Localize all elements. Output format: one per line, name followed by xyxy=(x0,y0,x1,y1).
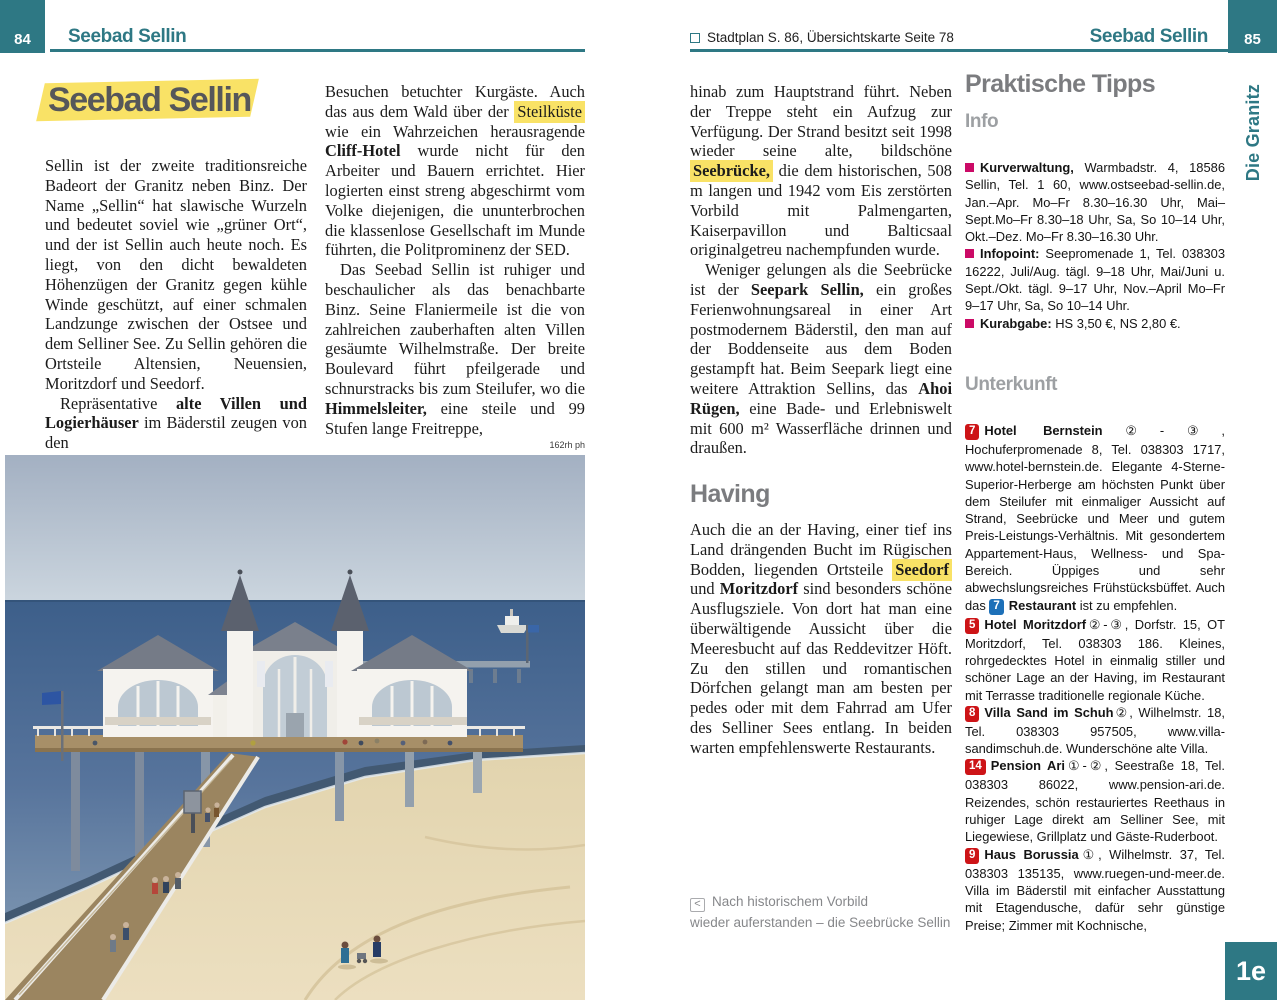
text-run: Warmbadstr. 4, 18586 Sellin, Tel. 1 60, www.ostseebad-sellin.de, Jan.–Apr. Mo–Fr 8.30–16.30 Uhr, Mai–Sept.Mo–Fr 8.30–18 Uhr, Sa, So 10–14 Uhr, Okt.–Dez. Mo–Fr 8.30–16.30 Uhr. xyxy=(965,160,1225,245)
text-run: sind besonders schöne Ausflugsziele. Von dort hat man eine überwältigende Aussicht über die Meeresbucht auf das Reddevitzer Höft. Zu den stillen und romantischen Dörfchen gelangt man am besten per pedes oder mit dem Fahrrad am Ufer des Selliner Sees entlang. In beiden warten empfehlenswerte Restaurants. xyxy=(690,579,952,757)
header-note xyxy=(690,30,954,45)
body-column-2 xyxy=(325,82,585,438)
text-run: Kurverwaltung, xyxy=(980,160,1074,175)
text-run: hinab zum Hauptstrand führt. Neben der Treppe steht ein Aufzug zur Verfügung. Der Strand besitzt seit 1998 wieder seine alte, bildschöne xyxy=(690,82,952,161)
listing-number-badge: 8 xyxy=(965,706,979,722)
text-run: Hotel Bernstein xyxy=(984,422,1103,438)
text-run: ①, Wilhelmstr. 37, Tel. 038303 135135, www.ruegen-und-meer.de. Villa im Bäderstil mit einfacher Ausstattung mit Etagendusche, dafür sehr günstige Preise; Zimmer mit Kochnische, xyxy=(965,846,1225,933)
paragraph xyxy=(690,520,952,758)
text-run: eine Bade- und Erlebniswelt mit 600 m² Wasserfläche drinnen und draußen. xyxy=(690,398,952,458)
text-run: Pension Ari xyxy=(990,758,1065,774)
chapter-side-tab: Die Granitz xyxy=(1243,84,1263,182)
text-run: Hotel Moritzdorf xyxy=(984,616,1087,632)
body-column-3 xyxy=(690,82,952,758)
hotel-entries xyxy=(965,422,1225,934)
paragraph xyxy=(965,616,1225,704)
text-run: Seebrücke, xyxy=(690,160,773,182)
map-grid-badge: 1e xyxy=(1225,942,1277,1000)
seebruecke-sellin-photo xyxy=(5,455,585,1000)
bullet-square-icon xyxy=(965,319,974,328)
text-run: alte Villen und Logierhäuser xyxy=(45,393,307,433)
text-run: im Bäderstil zeugen von den xyxy=(45,413,307,453)
page-number-label: 85 xyxy=(1244,31,1261,48)
text-run: wurde nicht für den Arbeiter und Bauern errichtet. Hier logierten einst streng abgeschirmt vom Volke diejenigen, die ununterbrochen die klassenlose Gesellschaft im Munde führten, die Politprominenz der SED. xyxy=(325,141,585,260)
page-number-right xyxy=(1228,0,1277,53)
paragraph xyxy=(325,260,585,438)
having-heading: Having xyxy=(690,480,770,509)
paragraph xyxy=(965,422,1225,616)
running-head-left: Seebad Sellin xyxy=(68,26,187,47)
text-run: Restaurant xyxy=(1008,597,1077,613)
paragraph xyxy=(965,245,1225,314)
text-run: Cliff-Hotel xyxy=(325,141,401,161)
listing-number-badge: 7 xyxy=(965,424,979,440)
tips-heading: Praktische Tipps xyxy=(965,70,1156,98)
info-entries xyxy=(965,159,1225,332)
page-title-text: Seebad Sellin xyxy=(48,81,251,119)
text-run: ①-②, Seestraße 18, Tel. 038303 86022, www.pension-ari.de. Reizendes, schön restauriertes Reethaus in ruhiger Lage direkt am Selliner See, mit Liegewiese, Grillplatz und Gäste-Ruderboot. xyxy=(965,758,1225,845)
listing-number-badge: 9 xyxy=(965,848,979,864)
photo-caption xyxy=(690,891,970,933)
text-run: ein großes Ferienwohnungsareal in einer Art postmodernem Bäderstil, den man auf der Boddenseite aus dem Boden gestampft hat. Beim Seepark liegt eine weitere Attraktion Sellins, das xyxy=(690,279,952,398)
paragraph xyxy=(965,315,1225,332)
paragraph xyxy=(965,846,1225,934)
text-run: Villa Sand im Schuh xyxy=(984,704,1114,720)
text-run: eine steile und 99 Stufen lange Freitreppe, xyxy=(325,398,585,438)
paragraph xyxy=(325,82,585,260)
text-run: Sellin ist der zweite traditionsreiche Badeort der Granitz neben Binz. Der Name „Sellin“ hat slawische Wurzeln und bedeutet soviel wie „grüner Ort“, und der ist Sellin auch heute noch. Es liegt, von den dicht bewaldeten Höhenzügen der Granitz gegen kühle Winde geschützt, auf einer schmalen Landzunge zwischen der Ostsee und dem Selliner See. Zu Sellin gehören die Ortsteile Altensien, Neuensien, Moritzdorf und Seedorf. xyxy=(45,156,307,393)
bullet-square-icon xyxy=(965,249,974,258)
listing-number-badge: 5 xyxy=(965,618,979,634)
text-run: Infopoint: xyxy=(980,246,1040,262)
text-run: Seepark Sellin, xyxy=(750,279,864,299)
paragraph xyxy=(965,757,1225,845)
text-run: Seedorf xyxy=(892,559,952,581)
map-plan-icon xyxy=(690,33,700,43)
caption-line-2: wieder auferstanden – die Seebrücke Sellin xyxy=(690,915,951,930)
listing-number-badge: 14 xyxy=(965,759,986,775)
paragraph xyxy=(965,704,1225,758)
text-run: Auch die an der Having, einer tief ins Land drängenden Bucht im Rügischen Bodden, liegenden Ortsteile xyxy=(690,519,952,579)
text-run: Ahoi Rügen, xyxy=(690,378,952,418)
photo-illustration xyxy=(5,455,585,1000)
header-rule-right xyxy=(690,49,1228,52)
running-head-right: Seebad Sellin xyxy=(1089,26,1208,47)
text-run: die dem historischen, 508 m langen und 1942 vom Eis zerstörten Vorbild mit Palmengarten, Kaiserpavillon und Balticsaal originalgetreu nachempfunden wurde. xyxy=(690,161,952,260)
body-column-1 xyxy=(45,156,307,453)
paragraph xyxy=(45,394,307,453)
listing-number-badge: 7 xyxy=(989,599,1003,615)
text-run: Seepromenade 1, Tel. 038303 16222, Juli/Aug. tägl. 9–18 Uhr, Mai/Juni u. Sept./Okt. tägl. 9–17 Uhr, Nov.–April Mo–Fr 9–17 Uhr, Sa, So 10–14 Uhr. xyxy=(965,246,1225,314)
paragraph xyxy=(690,82,952,260)
bullet-square-icon xyxy=(965,163,974,172)
photo-pointer-icon: < xyxy=(690,898,705,912)
unterkunft-heading: Unterkunft xyxy=(965,373,1058,395)
text-run: Das Seebad Sellin ist ruhiger und beschaulicher als das benachbarte Binz. Seine Flaniermeile ist die von zahlreichen zauberhaften alten Villen gesäumte Wilhelmstraße. Der breite Boulevard führt pfeilgerade und schnurstracks bis zum Steilufer, wo die xyxy=(325,260,585,398)
text-run: HS 3,50 €, NS 2,80 €. xyxy=(1051,315,1181,331)
text-run: Moritzdorf xyxy=(719,579,799,599)
page-number-label: 84 xyxy=(14,31,31,48)
photo-credit: 162rh ph xyxy=(549,440,585,450)
text-run: Weniger gelungen als die Seebrücke ist der xyxy=(690,260,952,299)
page-number-left xyxy=(0,0,45,53)
text-run: ist zu empfehlen. xyxy=(1076,597,1178,613)
text-run: Besuchen betuchter Kurgäste. Auch das aus dem Wald über der xyxy=(325,82,585,121)
text-run: und xyxy=(690,579,720,599)
text-run: Kurabgabe: xyxy=(980,315,1052,331)
text-run: Steilküste xyxy=(514,101,585,123)
text-run: ②-③, Dorfstr. 15, OT Moritzdorf, Tel. 038303 186. Kleines, rohrgedecktes Hotel in einmalig stiller und schöner Lage an der Having, im Restaurant mit Terrasse traditionelle regionale Küche. xyxy=(965,616,1225,703)
text-run: ②, Wilhelmstr. 18, Tel. 038303 957505, www.villa-sandimschuh.de. Wunderschöne alte Villa. xyxy=(965,704,1225,757)
paragraph xyxy=(690,260,952,458)
paragraph xyxy=(965,159,1225,245)
info-heading: Info xyxy=(965,111,999,132)
text-run: Repräsentative xyxy=(60,393,176,413)
header-note-text: Stadtplan S. 86, Übersichtskarte Seite 78 xyxy=(707,30,954,45)
text-run: Himmelsleiter, xyxy=(325,398,427,418)
text-run: wie ein Wahrzeichen herausragende xyxy=(325,121,585,141)
having-paragraphs xyxy=(690,520,952,758)
practical-tips-column xyxy=(965,70,1225,934)
caption-line-1 xyxy=(690,891,970,912)
text-run: Haus Borussia xyxy=(984,846,1079,862)
caption-text: Nach historischem Vorbild xyxy=(712,894,869,909)
page-title xyxy=(48,80,278,122)
text-run: ②-③, Hochuferpromenade 8, Tel. 038303 1717, www.hotel-bernstein.de. Elegante 4-Sterne-Superior-Herberge am höchsten Punkt über dem Steilufer mit einmaliger Aussicht auf Strand, Seebrücke und Meer und gutem Preis-Leistungs-Verhältnis. Mit gesondertem Appartement-Haus, Wellness- und Spa-Bereich. Üppiges und sehr abwechslungsreiches Frühstücksbüffet. Auch das xyxy=(965,422,1225,613)
column3-paragraphs xyxy=(690,82,952,458)
header-rule-left xyxy=(50,49,585,52)
paragraph xyxy=(45,156,307,394)
